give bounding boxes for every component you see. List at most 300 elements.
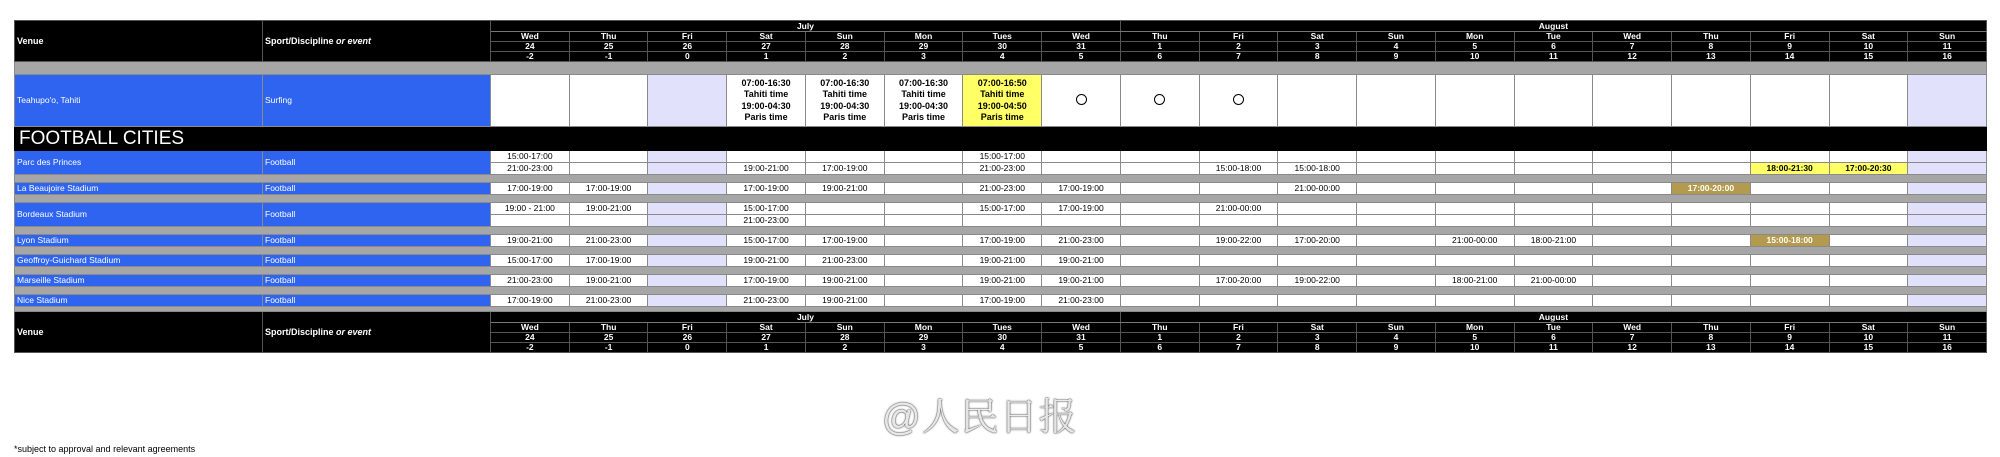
session-time-line: 19:00-04:30	[741, 100, 791, 111]
sport-header-or: or	[336, 326, 346, 337]
venue-header: Venue	[15, 21, 263, 62]
match-time: 17:00-19:00	[805, 163, 884, 175]
match-time: 17:00-20:00	[1672, 183, 1751, 195]
sport-header-or: or	[336, 35, 346, 46]
day-relative: 6	[1120, 343, 1199, 353]
schedule-cell	[1829, 203, 1908, 215]
session-time-line: Tahiti time	[743, 89, 789, 100]
schedule-cell	[648, 151, 727, 163]
schedule-cell	[648, 255, 727, 267]
schedule-cell	[1357, 75, 1436, 127]
schedule-cell	[1199, 183, 1278, 195]
schedule-cell	[1435, 183, 1514, 195]
match-time: 17:00-20:00	[1278, 235, 1357, 247]
schedule-cell	[1199, 295, 1278, 307]
day-date: 6	[1514, 42, 1593, 52]
schedule-cell	[1829, 215, 1908, 227]
session-time-line: 19:00-04:50	[977, 100, 1027, 111]
schedule-cell	[1593, 151, 1672, 163]
schedule-cell	[1357, 255, 1436, 267]
schedule-cell	[1750, 203, 1829, 215]
schedule-cell	[1514, 151, 1593, 163]
event-day-marker	[1120, 75, 1199, 127]
schedule-cell	[1829, 295, 1908, 307]
match-time: 18:00-21:00	[1435, 275, 1514, 287]
schedule-cell	[1908, 75, 1987, 127]
schedule-cell	[1908, 255, 1987, 267]
day-of-week: Wed	[1042, 323, 1121, 333]
day-date: 3	[1278, 42, 1357, 52]
match-time: 15:00-17:00	[727, 235, 806, 247]
schedule-cell	[1672, 235, 1751, 247]
match-time: 19:00-22:00	[1278, 275, 1357, 287]
schedule-cell	[1829, 75, 1908, 127]
match-time: 19:00-21:00	[727, 163, 806, 175]
schedule-cell	[805, 215, 884, 227]
session-time-line: 07:00-16:30	[899, 78, 949, 88]
day-relative: 6	[1120, 52, 1199, 62]
schedule-cell	[1750, 183, 1829, 195]
month-label: August	[1120, 21, 1986, 32]
schedule-cell	[1514, 295, 1593, 307]
day-date: 9	[1750, 333, 1829, 343]
day-date: 8	[1672, 42, 1751, 52]
day-date: 11	[1908, 333, 1987, 343]
schedule-cell	[569, 163, 648, 175]
schedule-cell	[1593, 163, 1672, 175]
session-time-line: 07:00-16:30	[741, 78, 791, 88]
venue-name: Bordeaux Stadium	[15, 203, 263, 227]
venue-name: Lyon Stadium	[15, 235, 263, 247]
sport-name: Football	[263, 235, 491, 247]
day-of-week: Thu	[569, 323, 648, 333]
day-date: 1	[1120, 42, 1199, 52]
match-time: 17:00-19:00	[963, 235, 1042, 247]
session-time-line: Paris time	[902, 111, 946, 122]
day-of-week: Sun	[1908, 323, 1987, 333]
match-time: 21:00-23:00	[569, 235, 648, 247]
day-relative: 14	[1750, 52, 1829, 62]
separator-row	[15, 195, 1987, 203]
sport-name: Football	[263, 203, 491, 227]
surfing-row	[15, 75, 1987, 127]
day-relative: 1	[727, 343, 806, 353]
schedule-cell	[648, 235, 727, 247]
day-of-week: Mon	[884, 32, 963, 42]
session-time-line: 19:00-04:30	[899, 100, 949, 111]
day-date: 11	[1908, 42, 1987, 52]
schedule-cell	[805, 203, 884, 215]
day-date: 4	[1357, 333, 1436, 343]
schedule-cell	[1278, 151, 1357, 163]
session-time-line: Tahiti time	[822, 89, 867, 100]
match-time: 17:00-19:00	[569, 255, 648, 267]
schedule-cell	[1750, 295, 1829, 307]
day-of-week: Fri	[1750, 323, 1829, 333]
separator-cell	[15, 175, 1987, 183]
schedule-cell	[1672, 255, 1751, 267]
match-time: 17:00-19:00	[569, 183, 648, 195]
day-relative: 8	[1278, 52, 1357, 62]
day-date: 24	[491, 42, 570, 52]
schedule-cell	[1278, 75, 1357, 127]
match-time: 19:00-21:00	[805, 275, 884, 287]
schedule-cell	[1750, 151, 1829, 163]
venue-row	[15, 235, 1987, 247]
separator-cell	[15, 267, 1987, 275]
match-time: 15:00-18:00	[1750, 235, 1829, 247]
day-date: 2	[1199, 333, 1278, 343]
match-time: 15:00-17:00	[491, 255, 570, 267]
match-time: 15:00-18:00	[1199, 163, 1278, 175]
venue-row	[15, 275, 1987, 287]
match-time: 19:00 - 21:00	[491, 203, 570, 215]
day-of-week: Sun	[1357, 32, 1436, 42]
circle-marker-icon	[1154, 94, 1165, 105]
day-of-week: Thu	[1672, 323, 1751, 333]
day-of-week: Fri	[1199, 323, 1278, 333]
schedule-cell	[569, 75, 648, 127]
day-of-week: Fri	[648, 323, 727, 333]
match-time: 17:00-19:00	[727, 275, 806, 287]
schedule-cell	[1199, 255, 1278, 267]
schedule-cell	[1357, 235, 1436, 247]
circle-marker-icon	[1076, 94, 1087, 105]
day-relative: 15	[1829, 52, 1908, 62]
day-date: 7	[1593, 42, 1672, 52]
session-time-line: Paris time	[744, 111, 788, 122]
match-time: 21:00-23:00	[805, 255, 884, 267]
schedule-cell	[1514, 183, 1593, 195]
day-of-week: Tues	[963, 32, 1042, 42]
schedule-cell	[1357, 183, 1436, 195]
day-date: 29	[884, 42, 963, 52]
day-date: 7	[1593, 333, 1672, 343]
day-relative: 4	[963, 52, 1042, 62]
session-time-line: 07:00-16:30	[820, 78, 870, 88]
match-time: 21:00-23:00	[491, 163, 570, 175]
schedule-cell	[1120, 183, 1199, 195]
schedule-cell	[884, 235, 963, 247]
event-day-marker	[1199, 75, 1278, 127]
day-of-week: Wed	[1593, 323, 1672, 333]
day-date: 26	[648, 333, 727, 343]
match-time: 19:00-21:00	[805, 183, 884, 195]
match-time: 15:00-17:00	[963, 203, 1042, 215]
session-time-line: Tahiti time	[980, 89, 1025, 100]
day-of-week: Sun	[805, 32, 884, 42]
schedule-cell	[491, 215, 570, 227]
session-time-line: 07:00-16:50	[977, 78, 1027, 88]
match-time: 21:00-23:00	[1042, 295, 1121, 307]
day-of-week: Sat	[1278, 323, 1357, 333]
day-relative: 9	[1357, 343, 1436, 353]
schedule-cell	[884, 203, 963, 215]
sport-name: Football	[263, 295, 491, 307]
day-relative: 7	[1199, 52, 1278, 62]
watermark-text: @人民日报	[882, 397, 1078, 439]
schedule-cell	[1042, 215, 1121, 227]
day-date: 10	[1829, 333, 1908, 343]
separator-row	[15, 247, 1987, 255]
schedule-cell	[1593, 75, 1672, 127]
separator-row	[15, 175, 1987, 183]
day-date: 30	[963, 333, 1042, 343]
day-date: 31	[1042, 333, 1121, 343]
schedule-cell	[884, 255, 963, 267]
schedule-cell	[1750, 215, 1829, 227]
session-time-line: 19:00-04:30	[820, 100, 870, 111]
day-date: 30	[963, 42, 1042, 52]
match-time: 17:00-19:00	[491, 183, 570, 195]
schedule-cell	[1357, 215, 1436, 227]
match-time: 17:00-20:30	[1829, 163, 1908, 175]
sport-header-text: Sport/Discipline	[265, 326, 337, 337]
day-of-week: Wed	[1042, 32, 1121, 42]
day-relative: -2	[491, 343, 570, 353]
schedule-cell	[1672, 215, 1751, 227]
schedule-cell	[884, 151, 963, 163]
match-time: 21:00-00:00	[1199, 203, 1278, 215]
schedule-cell	[1908, 183, 1987, 195]
schedule-cell	[1120, 203, 1199, 215]
schedule-cell	[1120, 163, 1199, 175]
day-date: 27	[727, 333, 806, 343]
day-relative: 0	[648, 343, 727, 353]
separator-cell	[15, 195, 1987, 203]
schedule-cell	[1593, 295, 1672, 307]
schedule-cell	[569, 215, 648, 227]
venue-row	[15, 183, 1987, 195]
footnote: *subject to approval and relevant agreements	[14, 444, 196, 454]
day-of-week: Thu	[1672, 32, 1751, 42]
schedule-cell	[1829, 255, 1908, 267]
day-date: 1	[1120, 333, 1199, 343]
day-date: 28	[805, 42, 884, 52]
venue-header: Venue	[15, 312, 263, 353]
venue-row	[15, 203, 1987, 215]
day-date: 10	[1829, 42, 1908, 52]
day-of-week: Wed	[491, 323, 570, 333]
day-relative: 3	[884, 343, 963, 353]
session-time-line: Paris time	[980, 111, 1024, 122]
schedule-cell	[1357, 163, 1436, 175]
day-date: 31	[1042, 42, 1121, 52]
match-time: 19:00-21:00	[963, 275, 1042, 287]
schedule-cell	[1120, 235, 1199, 247]
separator-row	[15, 267, 1987, 275]
day-date: 3	[1278, 333, 1357, 343]
schedule-cell	[648, 275, 727, 287]
match-time: 17:00-19:00	[1042, 183, 1121, 195]
schedule-cell	[1593, 255, 1672, 267]
schedule-cell	[1357, 203, 1436, 215]
sport-header-event: event	[345, 326, 372, 337]
schedule-cell	[1120, 151, 1199, 163]
schedule-cell	[1435, 163, 1514, 175]
day-relative: 13	[1672, 343, 1751, 353]
schedule-cell	[1750, 275, 1829, 287]
day-relative: 2	[805, 343, 884, 353]
venue-name: Geoffroy-Guichard Stadium	[15, 255, 263, 267]
day-relative: 16	[1908, 52, 1987, 62]
schedule-cell	[1120, 275, 1199, 287]
day-relative: 7	[1199, 343, 1278, 353]
match-time: 17:00-19:00	[963, 295, 1042, 307]
match-time: 21:00-23:00	[727, 295, 806, 307]
venue-name: Marseille Stadium	[15, 275, 263, 287]
event-day-marker	[1042, 75, 1121, 127]
schedule-cell	[1435, 203, 1514, 215]
schedule-cell	[1750, 255, 1829, 267]
day-of-week: Sat	[1278, 32, 1357, 42]
sport-header	[263, 312, 491, 353]
day-of-week: Thu	[1120, 323, 1199, 333]
day-relative: 1	[727, 52, 806, 62]
match-time: 21:00-00:00	[1278, 183, 1357, 195]
session-times	[727, 75, 806, 127]
schedule-cell	[1435, 255, 1514, 267]
session-times	[805, 75, 884, 127]
schedule-cell	[1514, 215, 1593, 227]
sport-name: Surfing	[263, 75, 491, 127]
day-of-week: Sun	[1357, 323, 1436, 333]
match-time: 17:00-20:00	[1199, 275, 1278, 287]
match-time: 21:00-23:00	[963, 183, 1042, 195]
month-label: July	[491, 21, 1121, 32]
schedule-cell	[1435, 151, 1514, 163]
match-time: 17:00-19:00	[805, 235, 884, 247]
venue-name: Parc des Princes	[15, 151, 263, 175]
venue-name: Nice Stadium	[15, 295, 263, 307]
day-of-week: Fri	[1199, 32, 1278, 42]
schedule-cell	[1672, 275, 1751, 287]
day-relative: 12	[1593, 343, 1672, 353]
schedule-cell	[1278, 203, 1357, 215]
sport-header-text: Sport/Discipline	[265, 35, 337, 46]
schedule-cell	[1829, 151, 1908, 163]
match-time: 21:00-23:00	[727, 215, 806, 227]
day-of-week: Fri	[648, 32, 727, 42]
schedule-cell	[1435, 75, 1514, 127]
match-time: 19:00-21:00	[963, 255, 1042, 267]
top-header-month-row	[15, 21, 1987, 32]
schedule-cell	[648, 183, 727, 195]
match-time: 19:00-21:00	[1042, 275, 1121, 287]
day-relative: 15	[1829, 343, 1908, 353]
day-date: 4	[1357, 42, 1436, 52]
session-times	[963, 75, 1042, 127]
day-relative: 13	[1672, 52, 1751, 62]
schedule-cell	[1829, 183, 1908, 195]
day-relative: 5	[1042, 52, 1121, 62]
schedule-cell	[569, 151, 648, 163]
day-date: 5	[1435, 333, 1514, 343]
day-relative: 11	[1514, 52, 1593, 62]
schedule-cell	[1672, 203, 1751, 215]
schedule-cell	[1908, 203, 1987, 215]
weibo-logo-icon	[840, 400, 876, 436]
schedule-cell	[1120, 255, 1199, 267]
separator-cell	[15, 287, 1987, 295]
schedule-cell	[1120, 295, 1199, 307]
session-time-line: Tahiti time	[901, 89, 946, 100]
separator-cell	[15, 247, 1987, 255]
day-date: 2	[1199, 42, 1278, 52]
schedule-cell	[1514, 203, 1593, 215]
day-date: 26	[648, 42, 727, 52]
day-relative: 14	[1750, 343, 1829, 353]
match-time: 21:00-23:00	[1042, 235, 1121, 247]
separator-row	[15, 62, 1987, 75]
match-time: 19:00-21:00	[805, 295, 884, 307]
schedule-cell	[1357, 295, 1436, 307]
circle-marker-icon	[1233, 94, 1244, 105]
watermark	[840, 386, 1078, 441]
day-relative: -1	[569, 343, 648, 353]
schedule-cell	[1672, 151, 1751, 163]
match-time: 17:00-19:00	[727, 183, 806, 195]
schedule-cell	[1672, 75, 1751, 127]
day-of-week: Tue	[1514, 32, 1593, 42]
sport-name: Football	[263, 183, 491, 195]
day-of-week: Sat	[1829, 32, 1908, 42]
schedule-cell	[648, 75, 727, 127]
day-date: 24	[491, 333, 570, 343]
schedule-cell	[1908, 235, 1987, 247]
schedule-cell	[1042, 163, 1121, 175]
venue-row	[15, 151, 1987, 163]
schedule-cell	[1829, 275, 1908, 287]
day-relative: 8	[1278, 343, 1357, 353]
schedule-cell	[884, 215, 963, 227]
match-time: 19:00-21:00	[569, 203, 648, 215]
schedule-cell	[1199, 151, 1278, 163]
day-of-week: Sun	[805, 323, 884, 333]
day-date: 6	[1514, 333, 1593, 343]
day-of-week: Mon	[1435, 323, 1514, 333]
match-time: 15:00-17:00	[963, 151, 1042, 163]
day-of-week: Thu	[569, 32, 648, 42]
schedule-cell	[648, 295, 727, 307]
schedule-cell	[1593, 183, 1672, 195]
month-label: August	[1120, 312, 1986, 323]
schedule-cell	[884, 163, 963, 175]
schedule-cell	[727, 151, 806, 163]
match-time: 15:00-18:00	[1278, 163, 1357, 175]
sport-name: Football	[263, 275, 491, 287]
sport-header	[263, 21, 491, 62]
day-relative: 2	[805, 52, 884, 62]
match-time: 21:00-23:00	[569, 295, 648, 307]
schedule-cell	[1278, 255, 1357, 267]
schedule-cell	[884, 183, 963, 195]
schedule-cell	[1278, 215, 1357, 227]
schedule-cell	[1593, 235, 1672, 247]
day-of-week: Fri	[1750, 32, 1829, 42]
day-of-week: Sat	[727, 323, 806, 333]
section-title: FOOTBALL CITIES	[15, 127, 1987, 151]
schedule-cell	[805, 151, 884, 163]
day-of-week: Tue	[1514, 323, 1593, 333]
day-of-week: Thu	[1120, 32, 1199, 42]
day-date: 28	[805, 333, 884, 343]
venue-name: Teahupo'o, Tahiti	[15, 75, 263, 127]
day-relative: 11	[1514, 343, 1593, 353]
session-time-line: Paris time	[823, 111, 867, 122]
match-time: 15:00-17:00	[727, 203, 806, 215]
day-relative: 9	[1357, 52, 1436, 62]
